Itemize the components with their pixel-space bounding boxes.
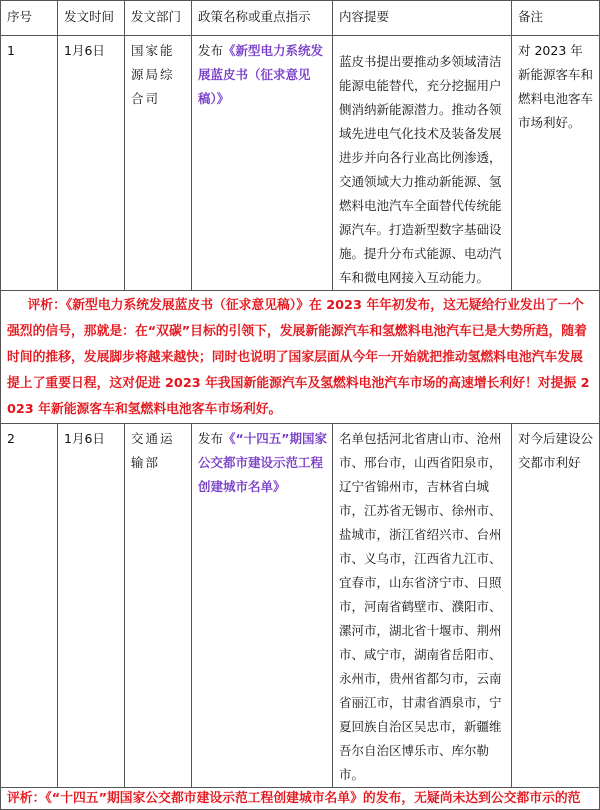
row-remark: 对今后建设公交都市利好 [512, 424, 600, 788]
header-no: 序号 [1, 1, 58, 36]
commentary-row [1, 291, 600, 424]
row-no: 2 [1, 424, 58, 788]
commentary-text: 评析：《新型电力系统发展蓝皮书（征求意见稿）》在 2023 年年初发布，这无疑给行业发出了一个强烈的信号，那就是：在“双碳”目标的引领下，发展新能源汽车和氢燃料电池汽车已是大势所趋，随着时间的推移，发展脚步将越来越快；同时也说明了国家层面从今年一开始就把推动氢燃料电池汽车发展提上了重要日程，这对促进 2023 年我国新能源汽车及氢燃料电池汽车市场的高速增长利好！对提振 2023 年新能源客车和氢燃料电池客车市场利好。 [1, 291, 600, 424]
header-date: 发文时间 [58, 1, 125, 36]
row-remark: 对 2023 年新能源客车和燃料电池客车市场利好。 [512, 36, 600, 291]
row-date: 1月6日 [58, 424, 125, 788]
row-dept: 交通运输部 [125, 424, 192, 788]
row-no: 1 [1, 36, 58, 291]
row-summary: 蓝皮书提出要推动多领域清洁能源电能替代，充分挖掘用户侧消纳新能源潜力。推动各领域先进电气化技术及装备发展进步并向各行业高比例渗透，交通领域大力推动新能源、氢燃料电池汽车全面替代传统能源汽车。打造新型数字基础设施。提升分布式能源、电动汽车和微电网接入互动能力。 [333, 36, 512, 291]
policy-prefix: 发布 [198, 43, 224, 58]
commentary-row [1, 788, 600, 810]
policy-title: 《“十四五”期国家公交都市建设示范工程创建城市名单》 [198, 431, 327, 494]
header-summary: 内容提要 [333, 1, 512, 36]
header-dept: 发文部门 [125, 1, 192, 36]
table-row [1, 36, 600, 291]
policy-title: 《新型电力系统发展蓝皮书（征求意见稿）》 [198, 43, 324, 106]
policy-prefix: 发布 [198, 431, 224, 446]
header-remark: 备注 [512, 1, 600, 36]
row-dept: 国家能源局综合司 [125, 36, 192, 291]
row-date: 1月6日 [58, 36, 125, 291]
header-policy: 政策名称或重点指示 [192, 1, 333, 36]
commentary-text: 评析：《“十四五”期国家公交都市建设示范工程创建城市名单》的发布，无疑尚未达到公交都市示的范 [1, 788, 600, 810]
table-header-row [1, 1, 600, 36]
row-summary: 名单包括河北省唐山市、沧州市、邢台市，山西省阳泉市，辽宁省锦州市，吉林省白城市，江苏省无锡市、徐州市、盐城市，浙江省绍兴市、台州市、义乌市，江西省九江市、宜春市，山东省济宁市、日照市，河南省鹤壁市、濮阳市、漯河市，湖北省十堰市、荆州市、咸宁市，湖南省岳阳市、永州市，贵州省都匀市，云南省丽江市，甘肃省酒泉市，宁夏回族自治区吴忠市，新疆维吾尔自治区博乐市、库尔勒市。 [333, 424, 512, 788]
row-policy [192, 36, 333, 291]
